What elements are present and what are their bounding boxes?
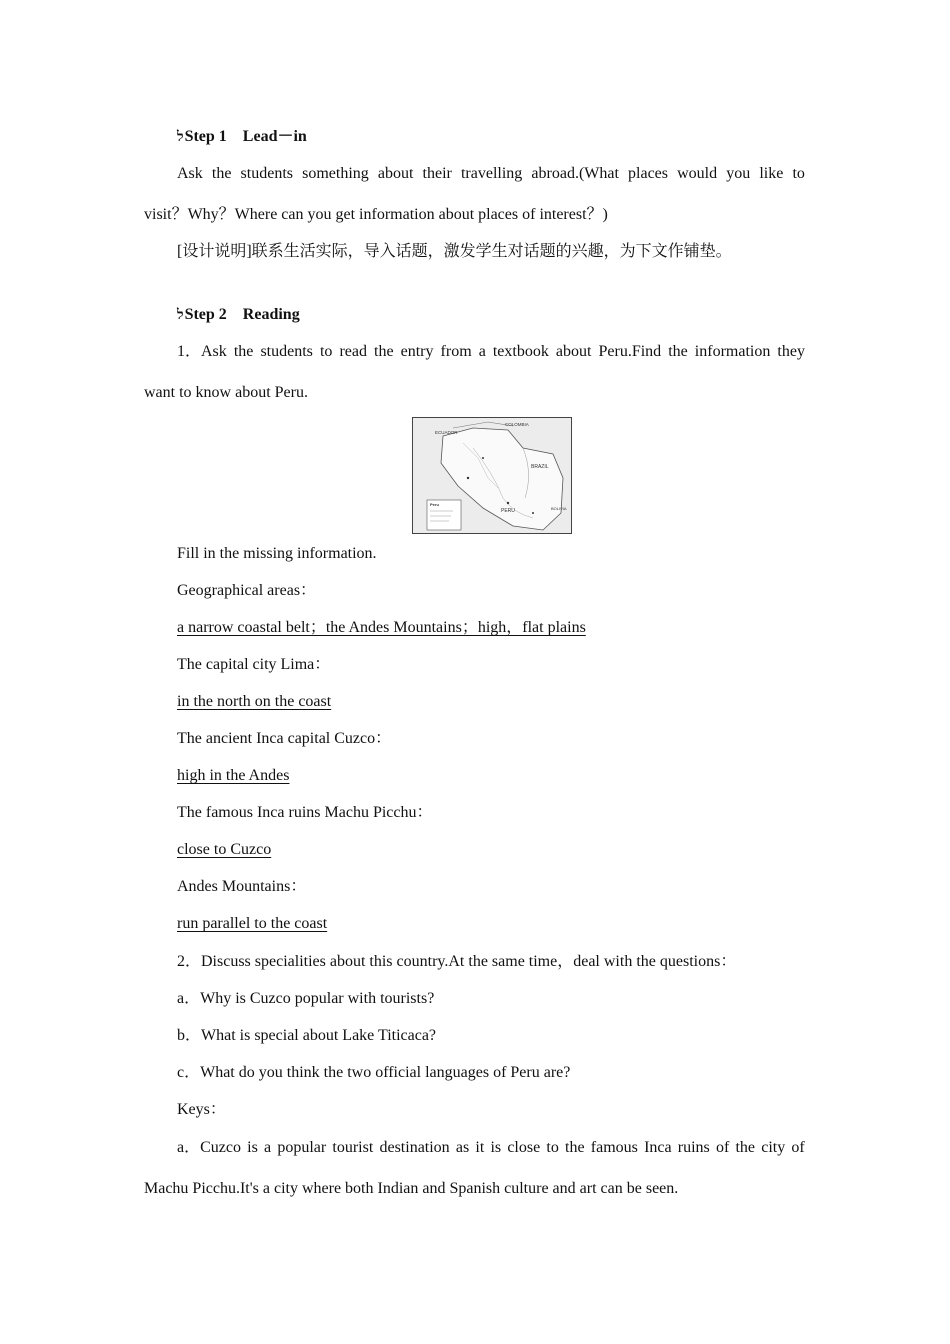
task1-line1-word: to xyxy=(319,343,333,360)
key-a-line1-word: Inca xyxy=(644,1139,672,1156)
map-legend-title: Peru xyxy=(430,502,439,507)
step1-heading xyxy=(177,127,307,148)
step1-line1-word: their xyxy=(422,165,452,182)
key-a-line1-word: ruins xyxy=(677,1139,710,1156)
task1-line1-word: 1．Ask xyxy=(177,343,227,360)
key-a-line1-word: tourist xyxy=(332,1139,374,1156)
prompt-andes: Andes Mountains： xyxy=(177,878,307,895)
task1-line2: want to know about Peru. xyxy=(144,384,308,401)
step1-line1-word: something xyxy=(302,165,369,182)
key-a-line1-word: a xyxy=(264,1139,272,1156)
step1-marker: ל xyxy=(177,130,184,145)
map-label-colombia: COLOMBIA xyxy=(505,422,529,427)
key-a-line1-word: close xyxy=(507,1139,541,1156)
step1-line1-word: abroad.(What xyxy=(531,165,619,182)
key-a-line1-word: destination xyxy=(379,1139,450,1156)
task1-line1-word: the xyxy=(233,343,254,360)
task1-line1-word: a xyxy=(478,343,486,360)
task1-line1-word: read xyxy=(339,343,367,360)
map-label-brazil: BRAZIL xyxy=(531,464,549,470)
step1-line1-word: like xyxy=(759,165,784,182)
key-a-line1 xyxy=(177,1138,805,1158)
step1-paragraph-line2: visit？Why？Where can you get information about places of interest？) xyxy=(144,206,608,223)
key-a-line1-word: of xyxy=(791,1139,805,1156)
task1-line1-word: entry xyxy=(400,343,434,360)
task1-line1-word: information xyxy=(694,343,771,360)
step2-heading xyxy=(177,305,300,326)
answer-machu-picchu: close to Cuzco xyxy=(177,841,272,858)
step1-line1-word: about xyxy=(377,165,414,182)
key-a-line1-word: a．Cuzco xyxy=(177,1139,241,1156)
step2-heading-text: Step 2 Reading xyxy=(184,306,300,323)
peru-map-drawing xyxy=(413,418,571,533)
key-a-line1-word: is xyxy=(247,1139,258,1156)
question-c: c．What do you think the two official languages of Peru are? xyxy=(177,1064,571,1081)
step1-paragraph-line1 xyxy=(177,164,805,184)
task1-line1-word: the xyxy=(668,343,688,360)
step1-line1-word: to xyxy=(792,165,805,182)
step1-line1-word: places xyxy=(628,165,669,182)
key-a-line1-word: to xyxy=(546,1139,559,1156)
key-a-line1-word: the xyxy=(735,1139,756,1156)
task1-line1-word: they xyxy=(777,343,805,360)
question-a: a．Why is Cuzco popular with tourists? xyxy=(177,990,435,1007)
map-label-ecuador: ECUADOR xyxy=(435,430,458,435)
step1-line1-word: students xyxy=(240,165,293,182)
question-b: b．What is special about Lake Titicaca? xyxy=(177,1027,437,1044)
key-a-line1-word: famous xyxy=(590,1139,638,1156)
task1-line1-word: Peru.Find xyxy=(598,343,662,360)
task1-line1-word: from xyxy=(440,343,472,360)
step2-marker: ל xyxy=(177,308,184,323)
prompt-machu-picchu: The famous Inca ruins Machu Picchu： xyxy=(177,804,433,821)
answer-geographical-areas: a narrow coastal belt；the Andes Mountains；high，flat plains xyxy=(177,619,586,636)
key-a-line1-word: the xyxy=(565,1139,585,1156)
answer-andes: run parallel to the coast xyxy=(177,915,328,932)
map-label-bolivia: BOLIVIA xyxy=(551,506,567,511)
step1-line1-word: travelling xyxy=(460,165,523,182)
task1-line1-word: textbook xyxy=(492,343,549,360)
answer-cuzco: high in the Andes xyxy=(177,767,290,784)
step1-line1-word: you xyxy=(726,165,751,182)
prompt-capital-lima: The capital city Lima： xyxy=(177,656,331,673)
prompt-geographical-areas: Geographical areas： xyxy=(177,582,317,599)
task2: 2．Discuss specialities about this country.At the same time，deal with the questions： xyxy=(177,953,737,970)
step1-line1-word: Ask xyxy=(177,165,203,182)
prompt-cuzco: The ancient Inca capital Cuzco： xyxy=(177,730,392,747)
keys-label: Keys： xyxy=(177,1101,226,1118)
task1-line1-word: students xyxy=(260,343,313,360)
task1-line1-word: the xyxy=(374,343,394,360)
step1-line1-word: the xyxy=(211,165,232,182)
fill-intro: Fill in the missing information. xyxy=(177,545,377,562)
key-a-line1-word: is xyxy=(490,1139,502,1156)
peru-map-image xyxy=(412,417,572,534)
map-label-peru: PERU xyxy=(501,508,515,514)
step1-heading-text: Step 1 Lead－in xyxy=(184,128,307,145)
task1-line1-word: about xyxy=(555,343,592,360)
key-a-line1-word: it xyxy=(475,1139,485,1156)
step1-line1-word: would xyxy=(677,165,718,182)
design-note: [设计说明]联系生活实际，导入话题，激发学生对话题的兴趣，为下文作铺垫。 xyxy=(177,243,732,260)
key-a-line1-word: city xyxy=(761,1139,786,1156)
key-a-line1-word: as xyxy=(455,1139,470,1156)
task1-line1 xyxy=(177,342,805,362)
answer-capital-lima: in the north on the coast xyxy=(177,693,332,710)
key-a-line1-word: popular xyxy=(277,1139,327,1156)
key-a-line1-word: of xyxy=(715,1139,730,1156)
key-a-line2: Machu Picchu.It's a city where both Indian and Spanish culture and art can be seen. xyxy=(144,1180,679,1197)
